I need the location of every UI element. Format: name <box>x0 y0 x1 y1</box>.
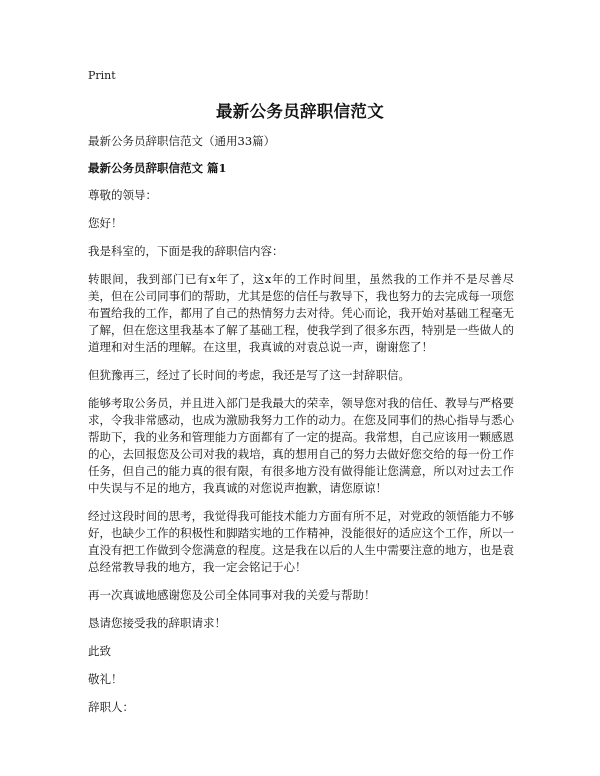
request-paragraph: 恳请您接受我的辞职请求！ <box>88 616 226 630</box>
salutation: 尊敬的领导： <box>88 188 157 202</box>
section-heading: 最新公务员辞职信范文 篇1 <box>88 161 227 175</box>
print-link[interactable]: Print <box>88 69 116 82</box>
body-paragraph: 转眼间，我到部门已有x年了，这x年的工作时间里，虽然我的工作并不是尽善尽美，但在公司同事们的帮助，尤其是您的信任与教导下，我也努力的去完成每一项您布置给我的工作，都用了自己的热情努力去对待。凭心而论，我开始对基础工程毫无了解，但在您这里我基本了解了基础工程，使我学到了很多东西，特别是一些做人的道理和对生活的理解。在这里，我真诚的对袁总说一声，谢谢您了！ <box>88 272 514 354</box>
body-paragraph: 能够考取公务员，并且进入部门是我最大的荣幸，领导您对我的信任、教导与严格要求，令我非常感动，也成为激励我努力工作的动力。在您及同事们的热心指导与悉心帮助下，我的业务和管理能力方面都有了一定的提高。我常想，自己应该用一颗感恩的心，去回报您及公司对我的栽培，真的想用自己的努力去做好您交给的每一份工作任务，但自己的能力真的很有限，有很多地方没有做得能让您满意，所以对过去工作中失误与不足的地方，我真诚的对您说声抱歉，请您原谅！ <box>88 396 514 495</box>
greeting: 您好！ <box>88 216 123 230</box>
intro-paragraph: 我是科室的，下面是我的辞职信内容： <box>88 244 284 258</box>
body-paragraph: 但犹豫再三，经过了长时间的考虑，我还是写了这一封辞职信。 <box>88 368 410 382</box>
body-paragraph: 经过这段时间的思考，我觉得我可能技术能力方面有所不足，对党政的领悟能力不够好，也缺少工作的积极性和脚踏实地的工作精神，没能很好的适应这个工作，所以一直没有把工作做到令您满意的程度。这是我在以后的人生中需要注意的地方，也是袁总经常教导我的地方，我一定会铭记于心！ <box>88 509 514 574</box>
closing-salute: 敬礼！ <box>88 672 123 686</box>
closing-line: 此致 <box>88 644 111 658</box>
document-subtitle: 最新公务员辞职信范文（通用33篇） <box>88 134 276 148</box>
thanks-paragraph: 再一次真诚地感谢您及公司全体同事对我的关爱与帮助！ <box>88 588 376 602</box>
document-body <box>88 133 514 727</box>
document-title: 最新公务员辞职信范文 <box>216 102 384 121</box>
signature-line: 辞职人： <box>88 700 134 714</box>
